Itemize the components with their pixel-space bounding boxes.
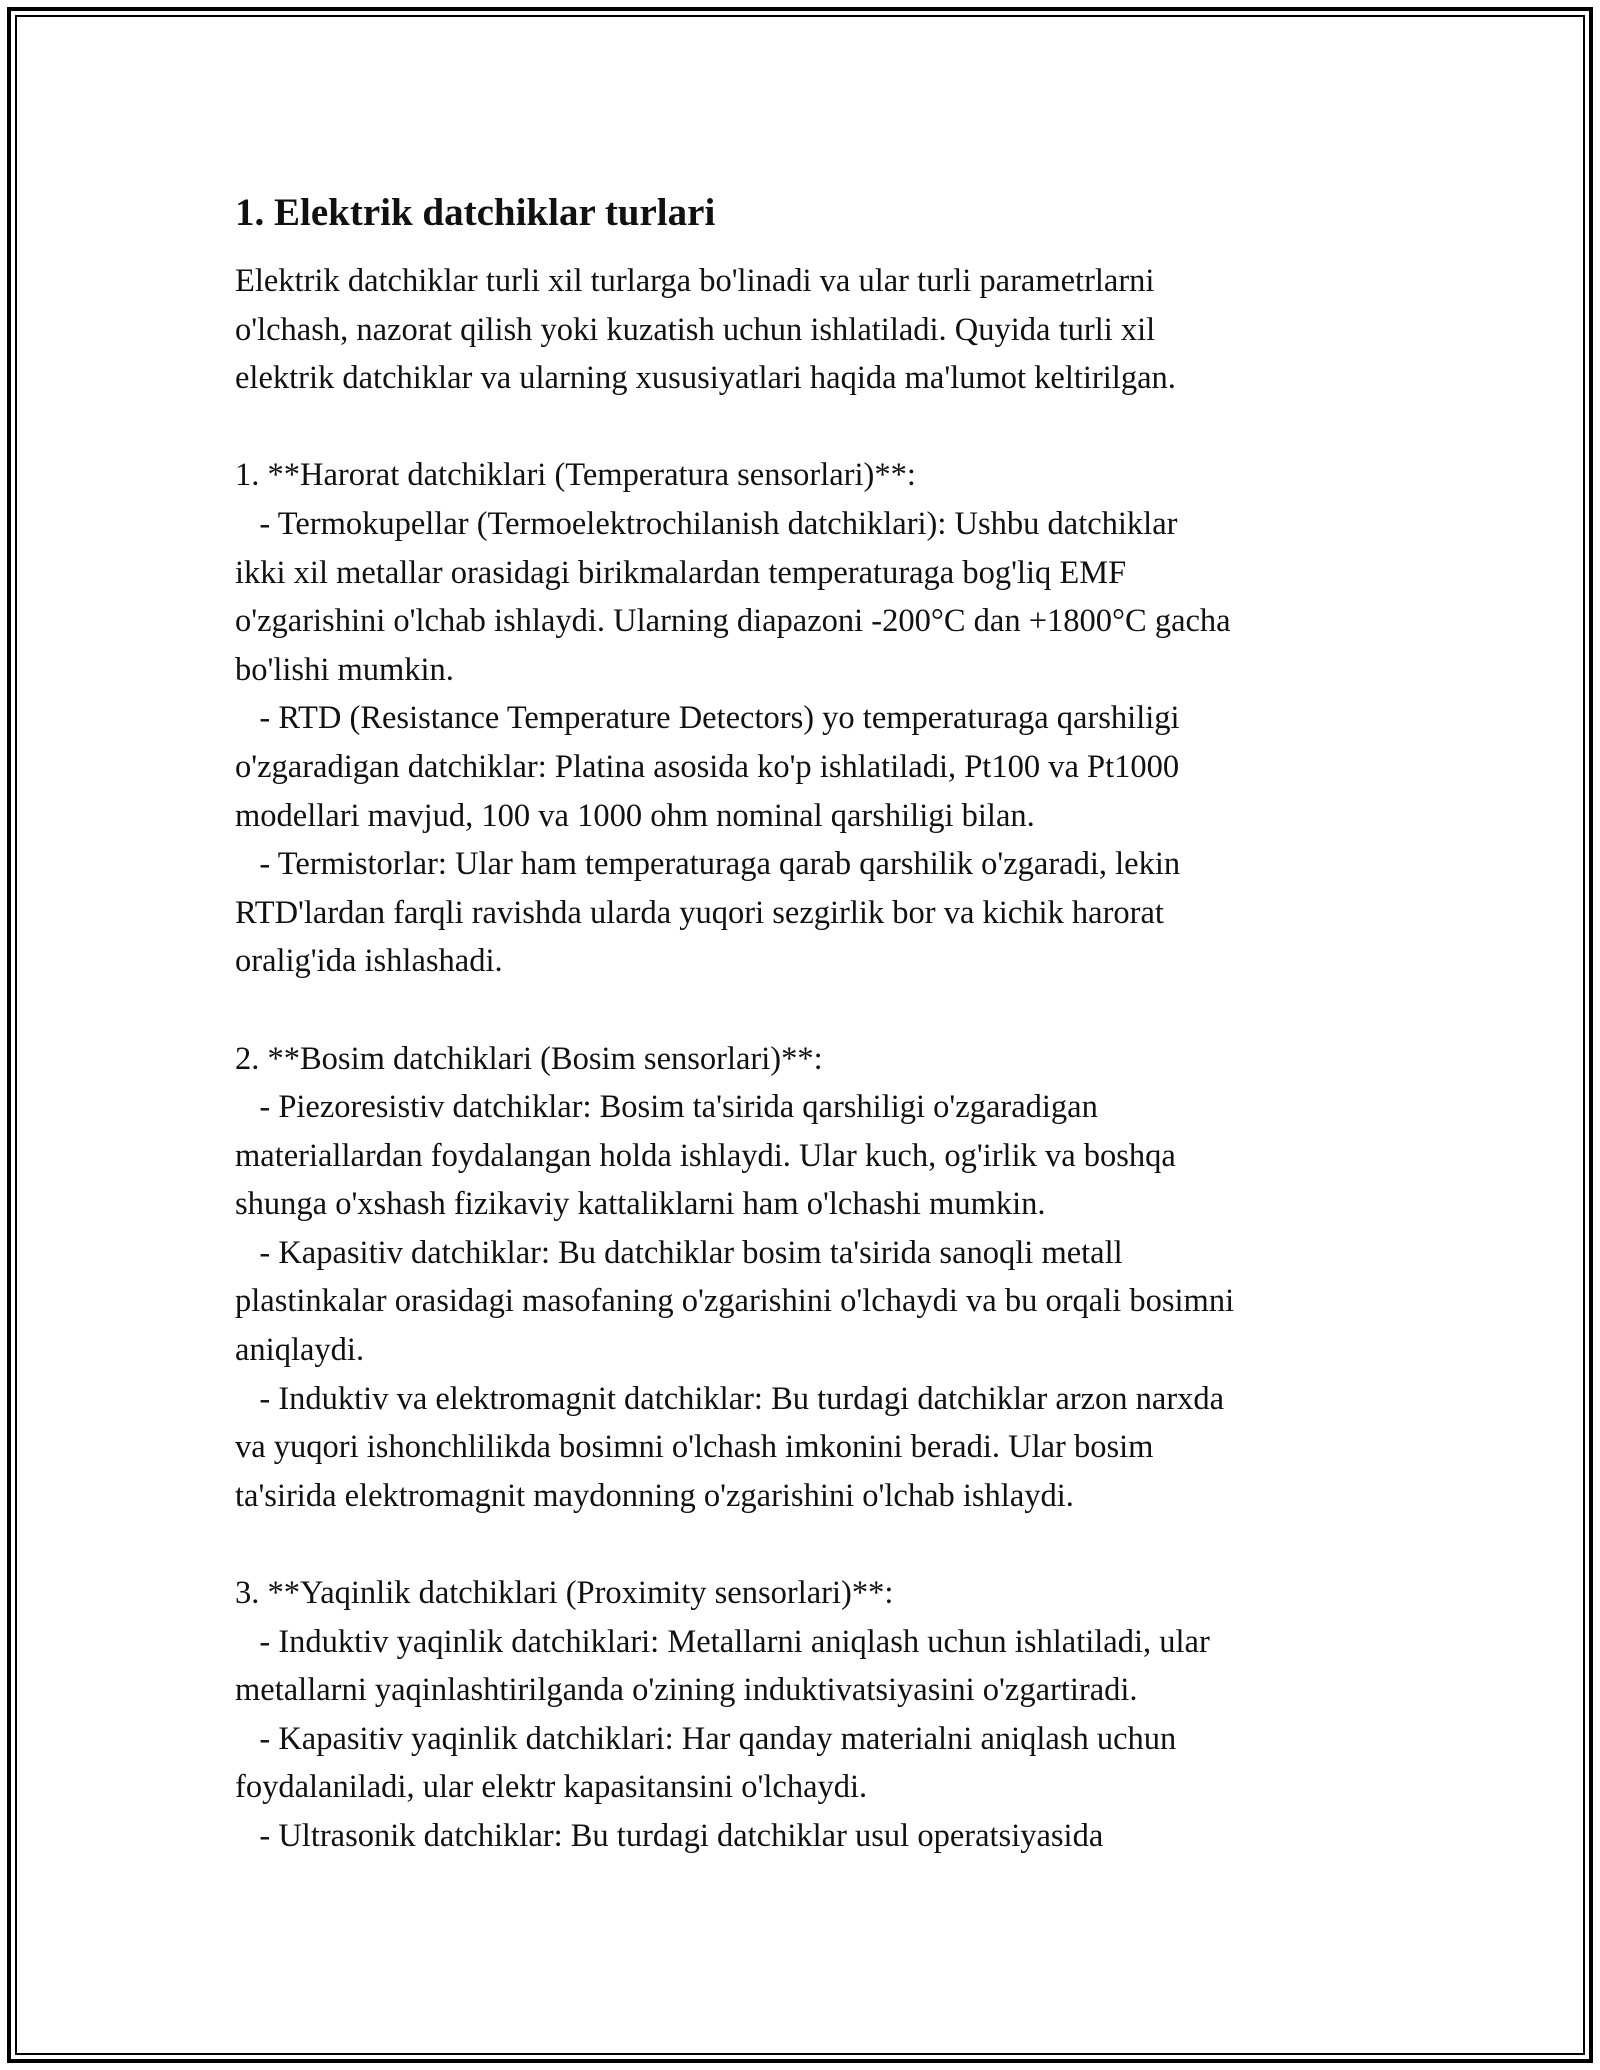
paragraph-spacer <box>235 986 1365 1035</box>
list-item-line: foydalaniladi, ular elektr kapasitansini o'lchaydi. <box>235 1769 868 1806</box>
list-item-line: ta'sirida elektromagnit maydonning o'zgarishini o'lchab ishlaydi. <box>235 1477 1074 1514</box>
paragraph-spacer <box>235 403 1365 452</box>
list-item-line: materiallardan foydalangan holda ishlaydi. Ular kuch, og'irlik va boshqa <box>235 1137 1176 1174</box>
list-item-line: o'zgaradigan datchiklar: Platina asosida ko'p ishlatiladi, Pt100 va Pt1000 <box>235 748 1180 785</box>
list-item-line: - Kapasitiv yaqinlik datchiklari: Har qanday materialni aniqlash uchun <box>235 1720 1177 1757</box>
list-item-line: - Termokupellar (Termoelektrochilanish datchiklari): Ushbu datchiklar <box>235 505 1178 542</box>
list-item-line: - RTD (Resistance Temperature Detectors) yo temperaturaga qarshiligi <box>235 700 1180 737</box>
paragraph-spacer <box>235 1520 1365 1569</box>
section-temperature-sensors <box>235 451 1365 986</box>
list-item-line: - Ultrasonik datchiklar: Bu turdagi datchiklar usul operatsiyasida <box>235 1818 1104 1854</box>
list-item-line: plastinkalar orasidagi masofaning o'zgarishini o'lchaydi va bu orqali bosimni <box>235 1283 1235 1320</box>
list-item-line: - Induktiv yaqinlik datchiklari: Metallarni aniqlash uchun ishlatiladi, ular <box>235 1623 1210 1660</box>
list-item-line: - Induktiv va elektromagnit datchiklar: Bu turdagi datchiklar arzon narxda <box>235 1380 1225 1417</box>
list-item-line: oralig'ida ishlashadi. <box>235 943 503 980</box>
list-item-line: metallarni yaqinlashtirilganda o'zining induktivatsiyasini o'zgartiradi. <box>235 1672 1138 1709</box>
list-item-title: 3. **Yaqinlik datchiklari (Proximity sensorlari)**: <box>235 1575 894 1612</box>
list-item-line: va yuqori ishonchlilikda bosimni o'lchash imkonini beradi. Ular bosim <box>235 1429 1154 1466</box>
document-body <box>235 188 1365 1861</box>
section-pressure-sensors <box>235 1035 1365 1521</box>
list-item-title: 1. **Harorat datchiklari (Temperatura sensorlari)**: <box>235 457 916 494</box>
list-item-line: - Kapasitiv datchiklar: Bu datchiklar bosim ta'sirida sanoqli metall <box>235 1234 1123 1271</box>
intro-line: Elektrik datchiklar turli xil turlarga bo'linadi va ular turli parametrlarni <box>235 263 1155 299</box>
list-item-line: ikki xil metallar orasidagi birikmalardan temperaturaga bog'liq EMF <box>235 554 1127 591</box>
intro-line: o'lchash, nazorat qilish yoki kuzatish uchun ishlatiladi. Quyida turli xil <box>235 311 1156 348</box>
list-item-title: 2. **Bosim datchiklari (Bosim sensorlari)**: <box>235 1040 823 1077</box>
list-item-line: modellari mavjud, 100 va 1000 ohm nominal qarshiligi bilan. <box>235 797 1035 834</box>
list-item-line: o'zgarishini o'lchab ishlaydi. Ularning diapazoni -200°C dan +1800°C gacha <box>235 603 1231 640</box>
list-item-line: shunga o'xshash fizikaviy kattaliklarni ham o'lchashi mumkin. <box>235 1186 1046 1223</box>
section-heading: 1. Elektrik datchiklar turlari <box>235 191 716 234</box>
intro-line: elektrik datchiklar va ularning xususiyatlari haqida ma'lumot keltirilgan. <box>235 360 1176 397</box>
list-item-line: - Piezoresistiv datchiklar: Bosim ta'sirida qarshiligi o'zgaradigan <box>235 1089 1098 1126</box>
list-item-line: - Termistorlar: Ular ham temperaturaga qarab qarshilik o'zgaradi, lekin <box>235 846 1181 883</box>
intro-paragraph <box>235 257 1365 403</box>
section-proximity-sensors <box>235 1569 1365 1861</box>
list-item-line: bo'lishi mumkin. <box>235 651 454 688</box>
list-item-line: aniqlaydi. <box>235 1332 365 1369</box>
list-item-line: RTD'lardan farqli ravishda ularda yuqori sezgirlik bor va kichik harorat <box>235 894 1164 931</box>
